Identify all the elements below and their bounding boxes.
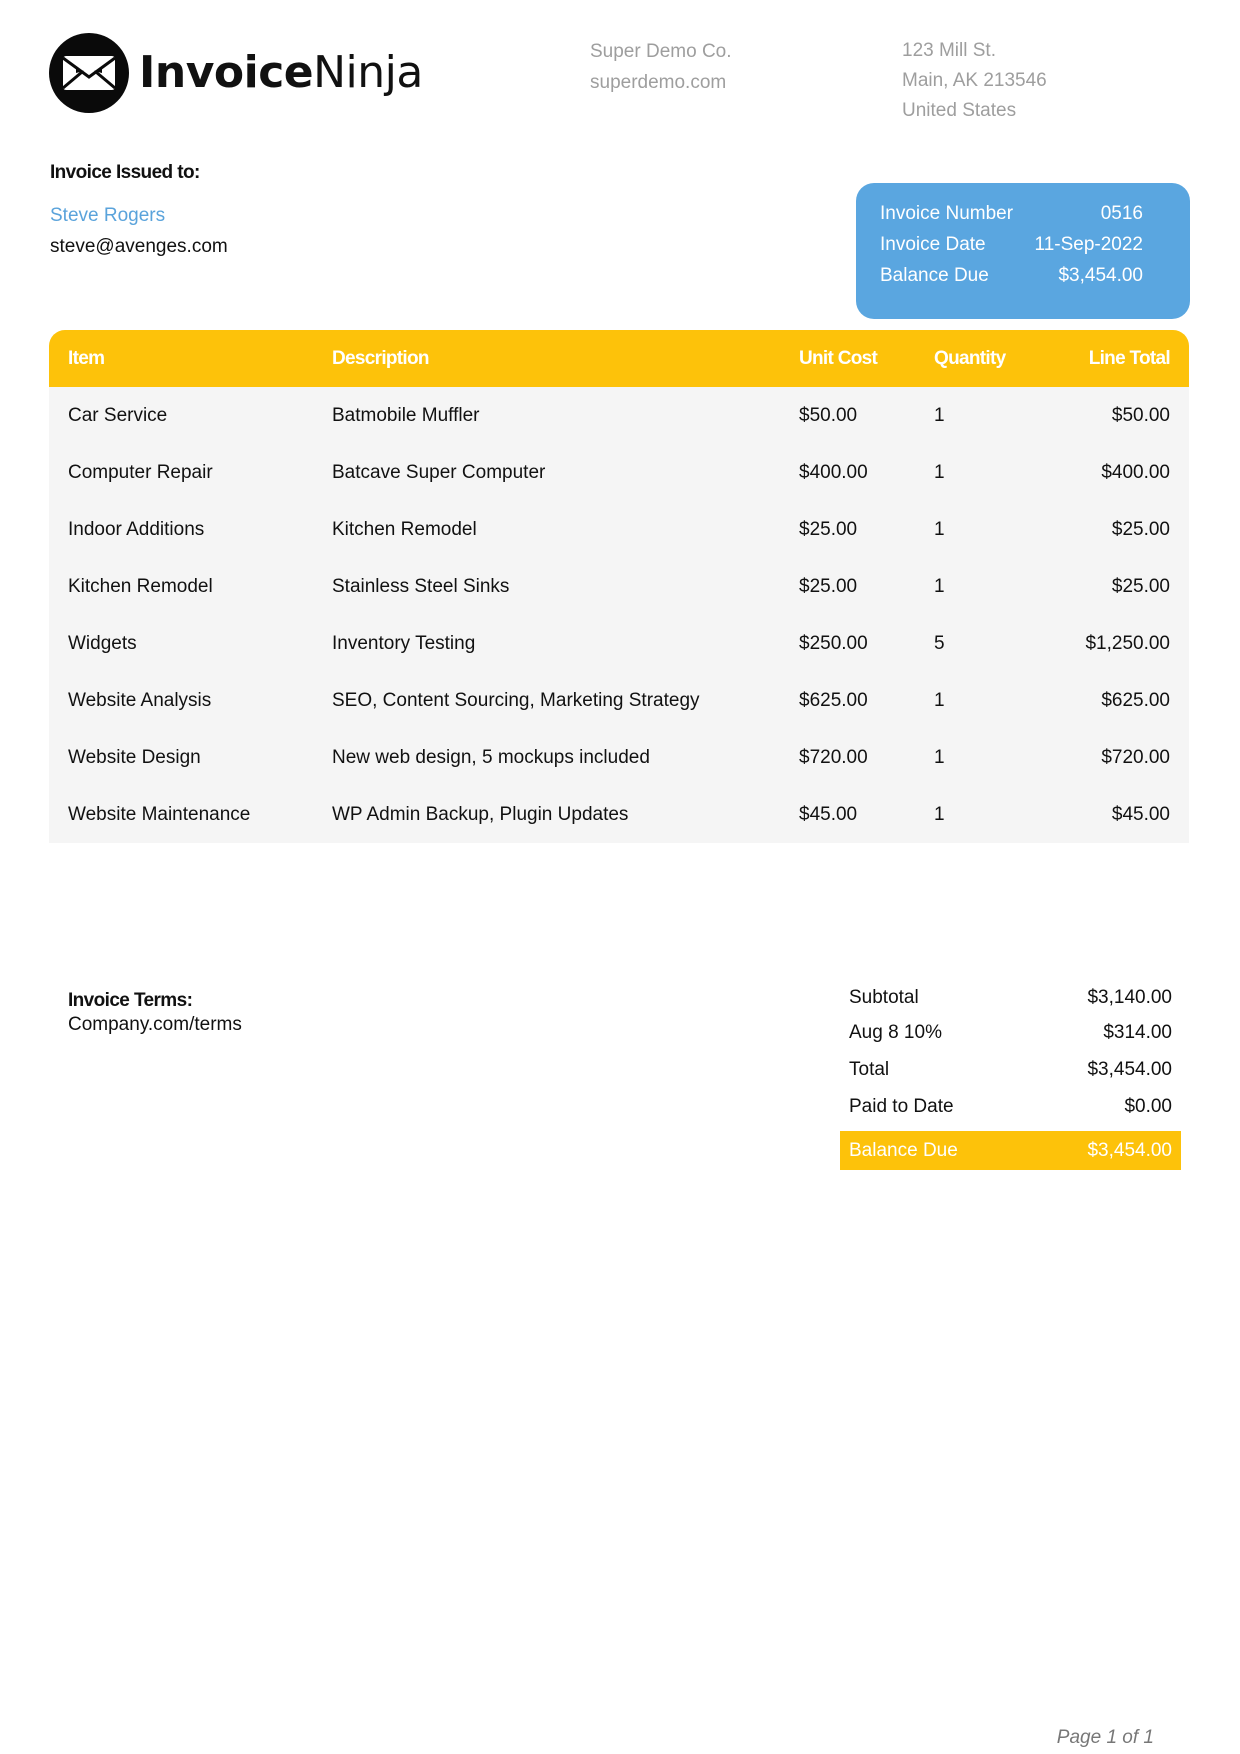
- table-row: [49, 501, 1189, 558]
- terms-heading: Invoice Terms:: [68, 990, 193, 1011]
- cell-line-total: $720.00: [1034, 729, 1189, 786]
- cell-item: Car Service: [49, 387, 313, 444]
- logo-wordmark: InvoiceNinja: [139, 47, 423, 98]
- totals-row-tax: [840, 1015, 1181, 1051]
- totals-row-paid-to-date: [840, 1089, 1181, 1125]
- company-address: [902, 36, 1047, 126]
- cell-description: Stainless Steel Sinks: [313, 558, 780, 615]
- meta-row-invoice-date: [880, 234, 1143, 256]
- meta-row-invoice-number: [880, 203, 1143, 225]
- company-logo: [49, 33, 423, 113]
- cell-description: WP Admin Backup, Plugin Updates: [313, 786, 780, 843]
- line-items-table: [49, 330, 1189, 843]
- cell-quantity: 5: [915, 615, 1034, 672]
- header-description: Description: [313, 330, 780, 387]
- cell-line-total: $25.00: [1034, 501, 1189, 558]
- header-item: Item: [49, 330, 313, 387]
- cell-item: Website Analysis: [49, 672, 313, 729]
- totals-row-total: [840, 1052, 1181, 1088]
- cell-quantity: 1: [915, 786, 1034, 843]
- cell-quantity: 1: [915, 444, 1034, 501]
- cell-quantity: 1: [915, 558, 1034, 615]
- client-name: Steve Rogers: [50, 205, 166, 226]
- totals-label: Balance Due: [849, 1139, 958, 1161]
- cell-unit-cost: $50.00: [780, 387, 915, 444]
- totals-row-balance-due: [840, 1131, 1181, 1170]
- cell-description: New web design, 5 mockups included: [313, 729, 780, 786]
- cell-line-total: $45.00: [1034, 786, 1189, 843]
- totals-row-subtotal: [840, 980, 1181, 1016]
- cell-line-total: $25.00: [1034, 558, 1189, 615]
- issued-to-heading: Invoice Issued to:: [50, 162, 200, 183]
- company-name: Super Demo Co.: [590, 41, 732, 62]
- table-header-row: [49, 330, 1189, 387]
- cell-unit-cost: $25.00: [780, 501, 915, 558]
- company-website: superdemo.com: [590, 72, 727, 93]
- totals-label: Subtotal: [849, 987, 919, 1008]
- totals-value: $3,140.00: [1087, 987, 1172, 1008]
- table-row: [49, 387, 1189, 444]
- totals-value: $3,454.00: [1087, 1059, 1172, 1080]
- meta-value: $3,454.00: [1058, 265, 1143, 286]
- cell-line-total: $625.00: [1034, 672, 1189, 729]
- totals-label: Paid to Date: [849, 1096, 954, 1117]
- cell-item: Kitchen Remodel: [49, 558, 313, 615]
- cell-description: Batcave Super Computer: [313, 444, 780, 501]
- envelope-ninja-icon: [49, 33, 129, 113]
- cell-quantity: 1: [915, 387, 1034, 444]
- meta-label: Invoice Date: [880, 234, 986, 255]
- client-email: steve@avenges.com: [50, 236, 228, 257]
- table-row: [49, 786, 1189, 843]
- totals-label: Total: [849, 1059, 890, 1080]
- cell-description: Inventory Testing: [313, 615, 780, 672]
- cell-quantity: 1: [915, 501, 1034, 558]
- invoice-meta-box: [856, 183, 1190, 319]
- totals-label: Aug 8 10%: [849, 1022, 942, 1043]
- table-row: [49, 729, 1189, 786]
- meta-row-balance-due: [880, 265, 1143, 287]
- cell-item: Indoor Additions: [49, 501, 313, 558]
- table-row: [49, 444, 1189, 501]
- cell-unit-cost: $400.00: [780, 444, 915, 501]
- cell-item: Website Design: [49, 729, 313, 786]
- meta-label: Balance Due: [880, 265, 989, 286]
- header-unit-cost: Unit Cost: [780, 330, 915, 387]
- page-number: Page 1 of 1: [1056, 1727, 1154, 1748]
- company-info: [590, 36, 732, 98]
- cell-unit-cost: $625.00: [780, 672, 915, 729]
- meta-label: Invoice Number: [880, 203, 1014, 224]
- totals-value: $314.00: [1103, 1022, 1172, 1043]
- address-country: United States: [902, 100, 1017, 121]
- cell-unit-cost: $45.00: [780, 786, 915, 843]
- cell-line-total: $50.00: [1034, 387, 1189, 444]
- cell-item: Website Maintenance: [49, 786, 313, 843]
- cell-unit-cost: $250.00: [780, 615, 915, 672]
- table-row: [49, 672, 1189, 729]
- cell-item: Widgets: [49, 615, 313, 672]
- terms-link: Company.com/terms: [68, 1014, 242, 1035]
- table-row: [49, 558, 1189, 615]
- cell-description: Kitchen Remodel: [313, 501, 780, 558]
- cell-quantity: 1: [915, 672, 1034, 729]
- meta-value: 11-Sep-2022: [1034, 234, 1143, 255]
- cell-unit-cost: $25.00: [780, 558, 915, 615]
- cell-line-total: $1,250.00: [1034, 615, 1189, 672]
- meta-value: 0516: [1100, 203, 1143, 224]
- cell-description: SEO, Content Sourcing, Marketing Strategy: [313, 672, 780, 729]
- cell-unit-cost: $720.00: [780, 729, 915, 786]
- table-row: [49, 615, 1189, 672]
- cell-description: Batmobile Muffler: [313, 387, 780, 444]
- header-line-total: Line Total: [1034, 330, 1189, 387]
- cell-item: Computer Repair: [49, 444, 313, 501]
- header-quantity: Quantity: [915, 330, 1034, 387]
- address-line-2: Main, AK 213546: [902, 70, 1047, 91]
- address-line-1: 123 Mill St.: [902, 40, 996, 61]
- cell-line-total: $400.00: [1034, 444, 1189, 501]
- totals-value: $0.00: [1124, 1096, 1172, 1117]
- cell-quantity: 1: [915, 729, 1034, 786]
- totals-value: $3,454.00: [1087, 1139, 1172, 1161]
